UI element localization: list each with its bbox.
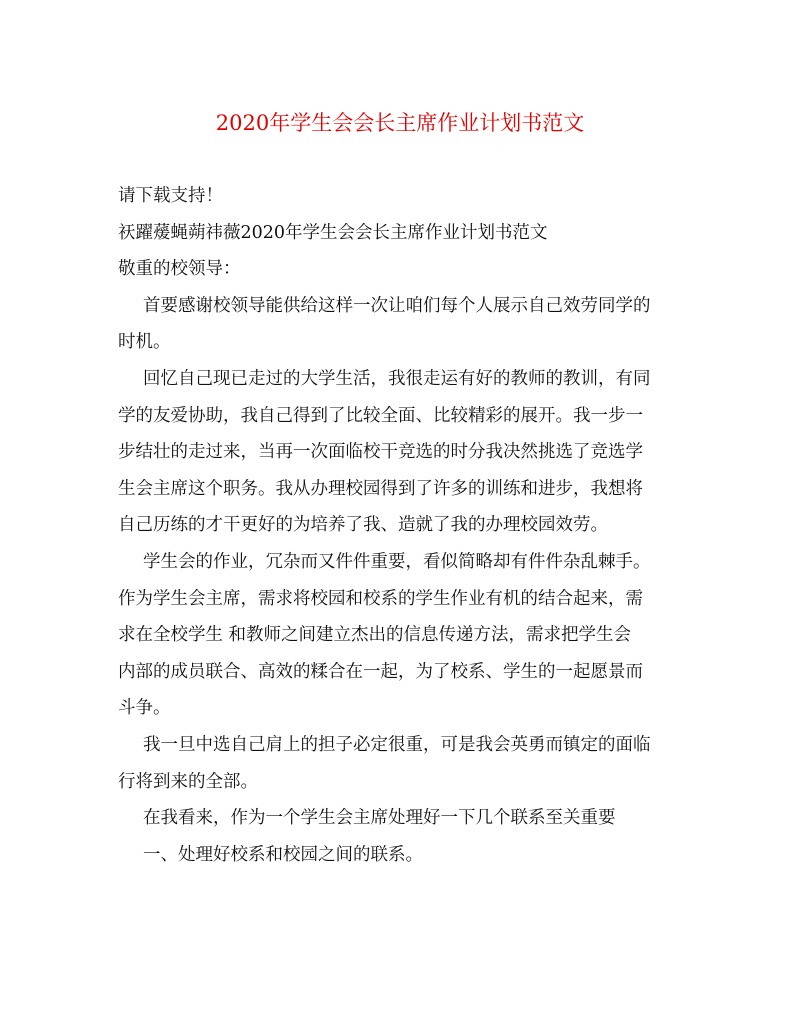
body-line: 首要感谢校领导能供给这样一次让咱们每个人展示自己效劳同学的 <box>143 295 651 316</box>
body-line: 学的友爱协助，我自己得到了比较全面、比较精彩的展开。我一步一 <box>118 405 643 426</box>
body-line: 我一旦中选自己肩上的担子必定很重，可是我会英勇而镇定的面临 <box>143 734 651 755</box>
body-line: 斗争。 <box>118 698 171 719</box>
body-line: 行将到来的全部。 <box>118 771 258 792</box>
body-line: 时机。 <box>118 332 171 353</box>
body-line: 回忆自己现已走过的大学生活，我很走运有好的教师的教训，有同 <box>143 368 651 389</box>
body-line: 敬重的校领导： <box>118 259 241 280</box>
body-line: 请下载支持！ <box>118 186 223 206</box>
body-line: 求在全校学生 和教师之间建立杰出的信息传递方法，需求把学生会 <box>118 625 632 646</box>
body-line: 自己历练的才干更好的为培养了我、造就了我的办理校园效劳。 <box>118 515 608 536</box>
body-line: 学生会的作业，冗杂而又件件重要，看似简略却有件件杂乱棘手。 <box>143 551 651 572</box>
body-line: 一、处理好校系和校园之间的联系。 <box>143 844 423 865</box>
document-title: 2020年学生会会长主席作业计划书范文 <box>215 111 585 135</box>
body-line: 在我看来，作为一个学生会主席处理好一下几个联系至关重要 <box>143 808 616 829</box>
body-line: 作为学生会主席，需求将校园和校系的学生作业有机的结合起来，需 <box>118 588 643 609</box>
body-line: 生会主席这个职务。我从办理校园得到了许多的训练和进步，我想将 <box>118 478 643 499</box>
document-body <box>118 178 688 873</box>
body-line: 步结壮的走过来，当再一次面临校干竞选的时分我决然挑选了竞选学 <box>118 442 643 463</box>
body-line: 祆躍蕿蝇蒴祎薇2020年学生会会长主席作业计划书范文 <box>118 222 548 243</box>
body-line: 内部的成员联合、高效的糅合在一起，为了校系、学生的一起愿景而 <box>118 661 643 682</box>
